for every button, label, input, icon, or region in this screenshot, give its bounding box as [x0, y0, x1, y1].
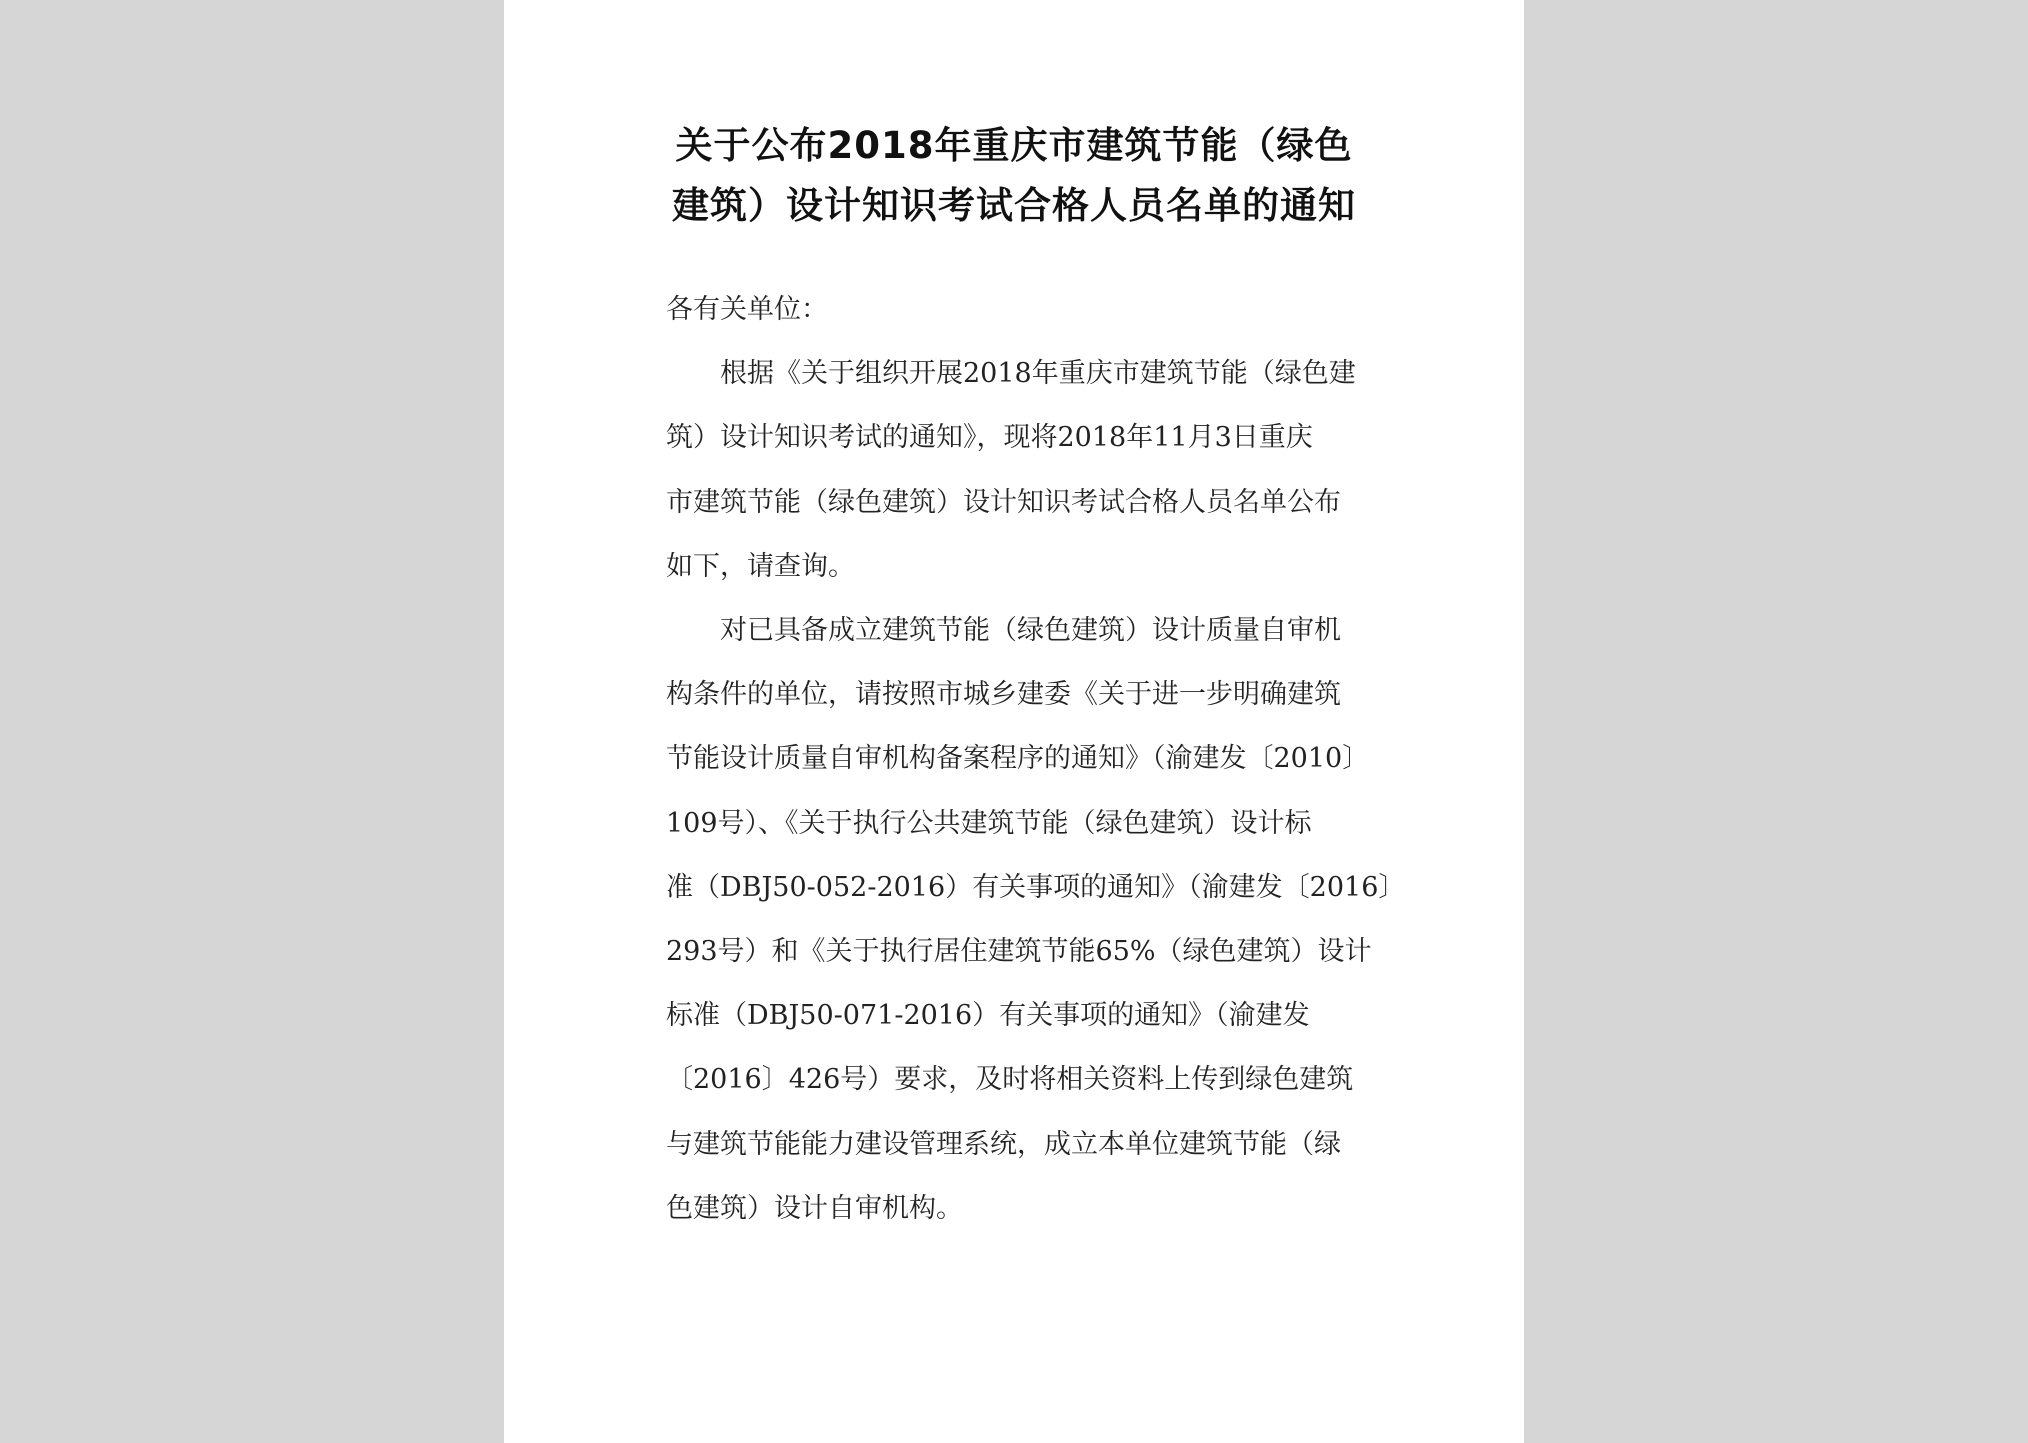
paragraph-1	[666, 342, 1396, 599]
paragraph-line: 市建筑节能（绿色建筑）设计知识考试合格人员名单公布	[666, 486, 1341, 518]
paragraph-line: 对已具备成立建筑节能（绿色建筑）设计质量自审机	[720, 615, 1341, 647]
paragraph-line: 节能设计质量自审机构备案程序的通知》（渝建发〔2010〕	[666, 743, 1370, 775]
paragraph-line: 筑）设计知识考试的通知》，现将2018年11月3日重庆	[666, 422, 1313, 454]
paragraph-line: 根据《关于组织开展2018年重庆市建筑节能（绿色建	[720, 358, 1356, 390]
paragraph-line: 构条件的单位，请按照市城乡建委《关于进一步明确建筑	[666, 679, 1341, 711]
paragraph-line: 109号）、《关于执行公共建筑节能（绿色建筑）设计标	[666, 807, 1312, 839]
paragraph-line: 标准（DBJ50-071-2016）有关事项的通知》（渝建发	[666, 1000, 1310, 1032]
title-line: 关于公布2018年重庆市建筑节能（绿色	[675, 124, 1353, 167]
title-line: 建筑）设计知识考试合格人员名单的通知	[672, 184, 1356, 227]
document-body	[666, 278, 1406, 1241]
paragraph-line: 〔2016〕426号）要求，及时将相关资料上传到绿色建筑	[666, 1064, 1354, 1096]
paragraph-2	[666, 599, 1406, 1241]
paragraph-line: 色建筑）设计自审机构。	[666, 1192, 963, 1224]
document-title	[504, 116, 1524, 236]
paragraph-line: 与建筑节能能力建设管理系统，成立本单位建筑节能（绿	[666, 1128, 1341, 1160]
paragraph-line: 如下，请查询。	[666, 550, 855, 582]
paragraph-line: 准（DBJ50-052-2016）有关事项的通知》（渝建发〔2016〕	[666, 871, 1406, 903]
paragraph-line: 293号）和《关于执行居住建筑节能65%（绿色建筑）设计	[666, 936, 1372, 968]
salutation: 各有关单位：	[666, 294, 828, 325]
document-page	[504, 0, 1524, 1443]
